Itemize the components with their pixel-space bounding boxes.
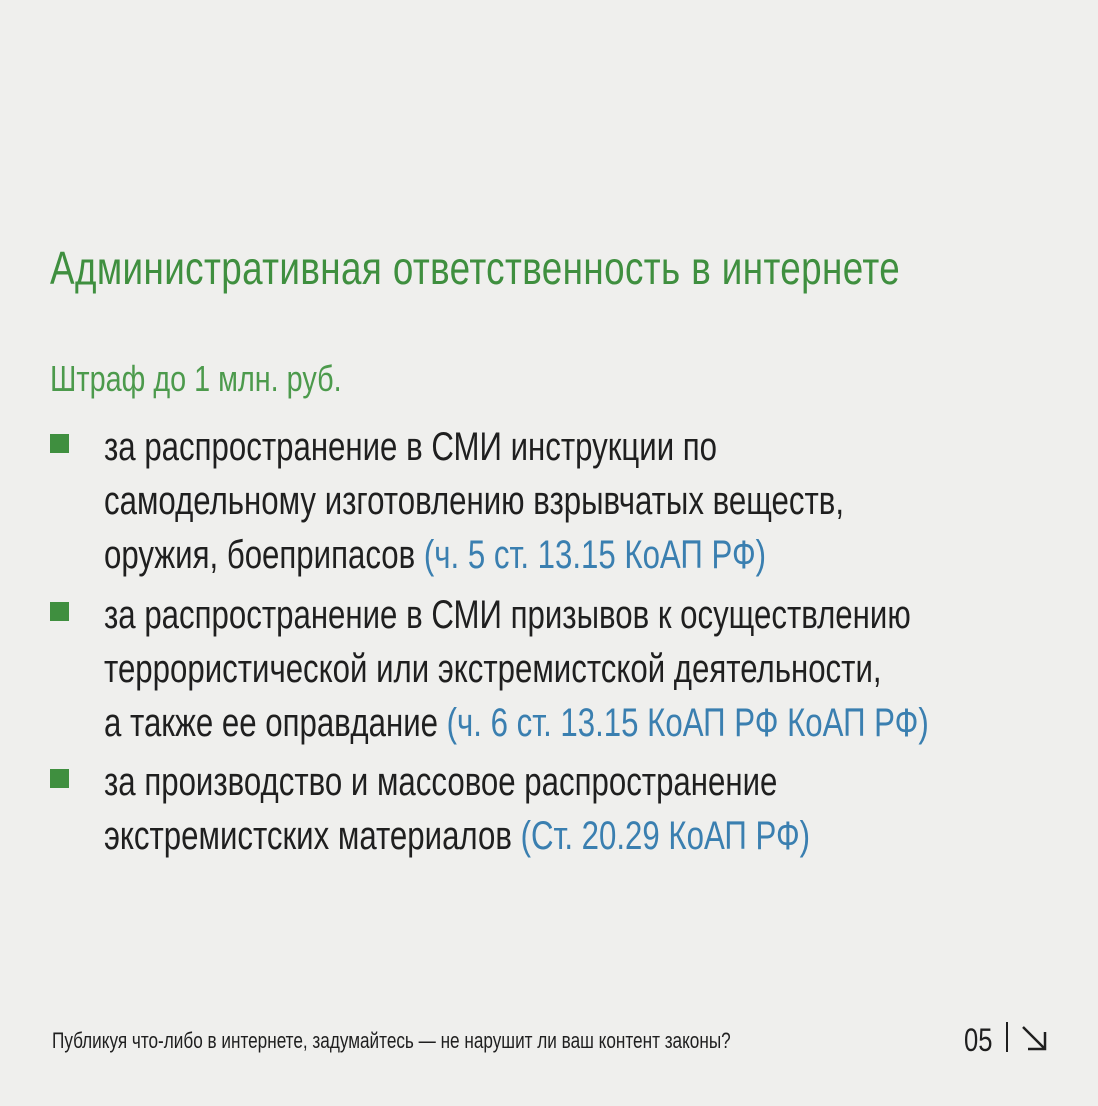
footer-divider [1006, 1022, 1008, 1052]
list-item-line: за распространение в СМИ призывов к осуществлению [104, 593, 911, 637]
list-item-text [104, 588, 1024, 750]
law-reference: (ч. 5 ст. 13.15 КоАП РФ) [423, 533, 767, 577]
list-item-line-text: а также ее оправдание [104, 701, 438, 745]
list-item-line: самодельному изготовлению взрывчатых веществ, [104, 479, 845, 523]
list-item-line-last [104, 528, 1024, 582]
list-item-line-last [104, 696, 1024, 750]
list-item-line: террористической или экстремистской деятельности, [104, 647, 882, 691]
list-item-line: за распространение в СМИ инструкции по [104, 425, 718, 469]
fine-subtitle: Штраф до 1 млн. руб. [50, 358, 342, 399]
list-item-line-last [104, 809, 1024, 863]
bullet-square-icon [50, 434, 69, 453]
list-item-text [104, 755, 1024, 863]
list-item-line-text: оружия, боеприпасов [104, 533, 416, 577]
list-item-text [104, 420, 1024, 582]
list-item-line: за производство и массовое распространение [104, 760, 778, 804]
law-reference: (ч. 6 ст. 13.15 КоАП РФ КоАП РФ) [446, 701, 929, 745]
footer-caption: Публикуя что-либо в интернете, задумайтесь — не нарушит ли ваш контент законы? [52, 1028, 731, 1053]
page-number: 05 [964, 1022, 993, 1058]
list-item-line-text: экстремистских материалов [104, 814, 512, 858]
page-title: Административная ответственность в интернете [50, 242, 901, 294]
bullet-square-icon [50, 602, 69, 621]
arrow-down-right-icon [1018, 1022, 1050, 1054]
bullet-square-icon [50, 769, 69, 788]
law-reference: (Ст. 20.29 КоАП РФ) [520, 814, 811, 858]
